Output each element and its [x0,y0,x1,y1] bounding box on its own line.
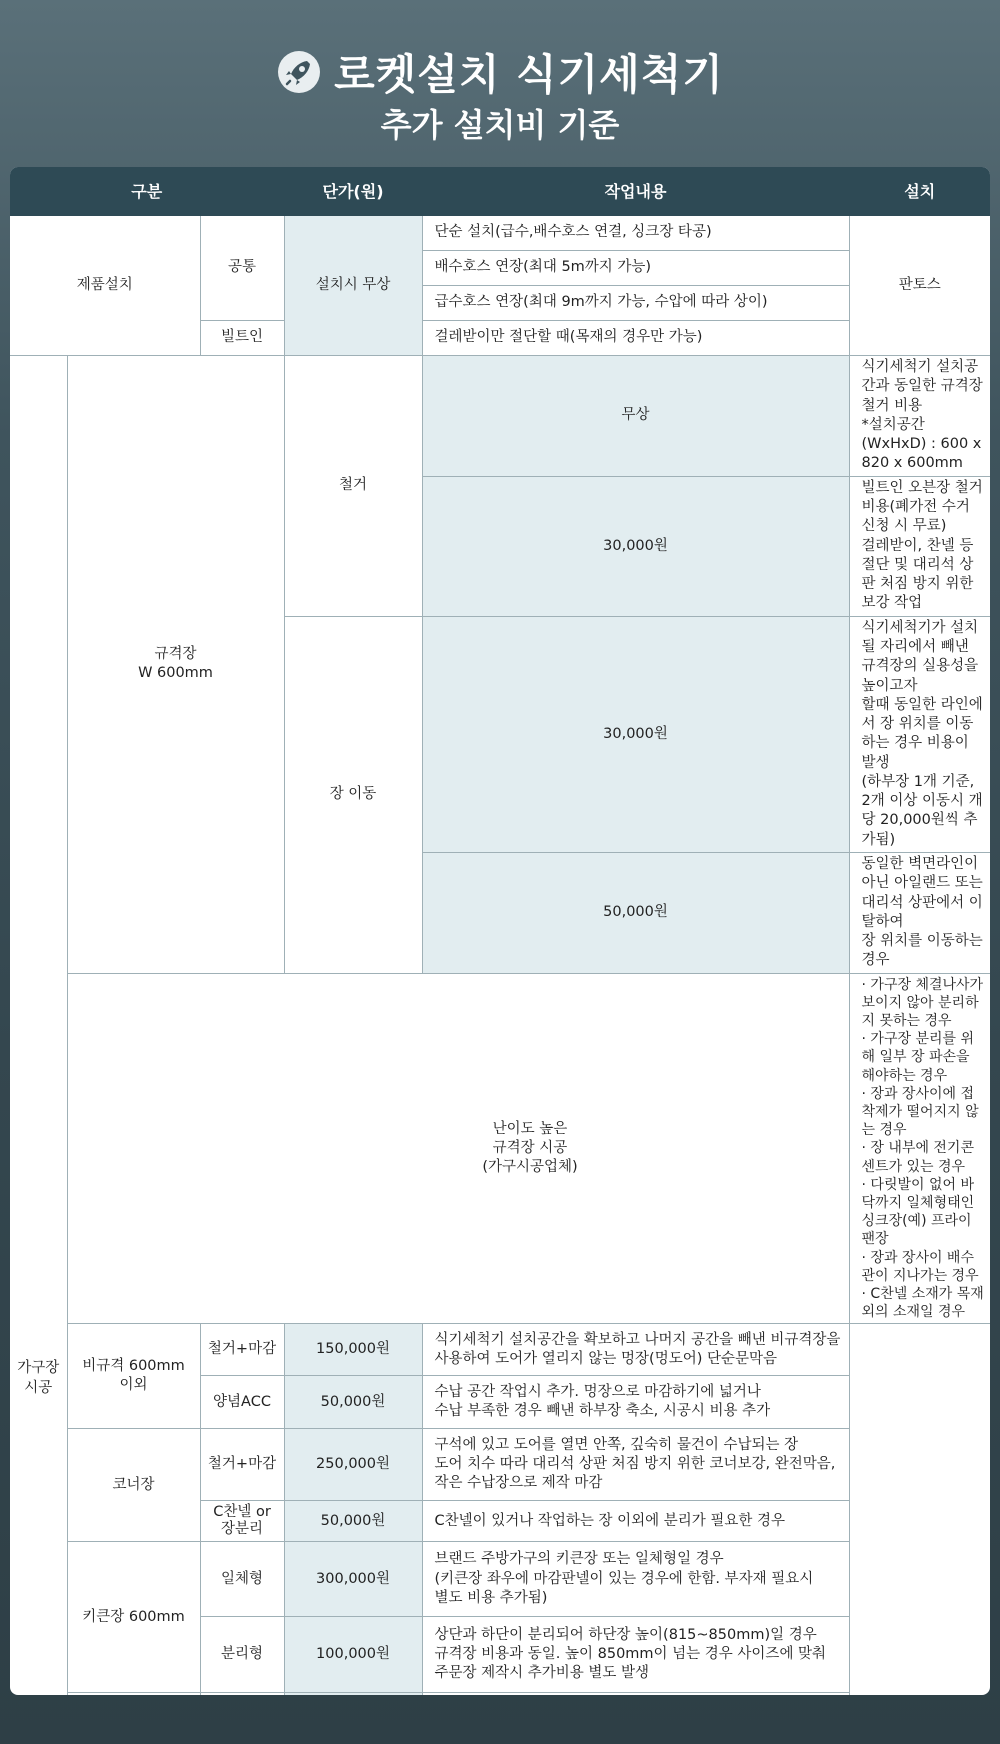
table-row [10,356,990,477]
price-cell: 설치시 무상 [284,216,422,356]
desc-cell: 걸레받이만 절단할 때(목재의 경우만 가능) [422,321,849,356]
desc-cell: C찬넬이 있거나 작업하는 장 이외에 분리가 필요한 경우 [422,1501,849,1542]
table-row [10,1693,990,1695]
price-cell: 100,000원 [284,1617,422,1693]
sub-nonstandard: 비규격 600mm 이외 [67,1324,200,1429]
desc-cell: 빌트인 오븐장 철거비용(폐가전 수거 신청 시 무료) 걸레받이, 찬넬 등 절단 및 대리석 상판 처짐 방지 위한 보강 작업 [849,476,990,616]
work-removal: 철거 [284,356,422,617]
price-cell: 50,000원 [284,1501,422,1542]
page-header [0,0,1000,165]
work-cell: C찬넬 or 장분리 [200,1501,284,1542]
installer-cell [849,1324,990,1695]
work-cell: 양념ACC [200,1376,284,1429]
price-cell: 50,000원 [422,853,849,974]
category-product-install: 제품설치 [10,216,200,356]
sub-corner: 코너장 [67,1429,200,1542]
work-cell: 철거+마감 [200,1429,284,1501]
work-cell: 일체형 [200,1542,284,1617]
price-cell [284,1693,422,1695]
desc-cell: 브랜드 주방가구의 키큰장 또는 일체형일 경우 (키큰장 좌우에 마감판넬이 있는 경우에 한함. 부자재 필요시 별도 비용 추가됨) [422,1542,849,1617]
list-item: · 장과 장사이 배수관이 지나가는 경우 [861,1249,979,1284]
table-row [10,1429,990,1501]
price-cell: 무상 [422,356,849,477]
work-cell [200,1693,284,1695]
desc-cell: 수납 공간 작업시 추가. 멍장으로 마감하기에 넓거나 수납 부족한 경우 빼낸 하부장 축소, 시공시 비용 추가 [422,1376,849,1429]
price-cell: 300,000원 [284,1542,422,1617]
list-item: · 다릿발이 없어 바닥까지 일체형태인 싱크장(예) 프라이팬장 [861,1176,975,1248]
list-item: · C찬넬 소재가 목재 외의 소재일 경우 [861,1285,984,1321]
title-row [0,42,1000,102]
desc-cell: 상단과 하단이 분리되어 하단장 높이(815~850mm)일 경우 규격장 비용과 동일. 높이 850mm이 넘는 경우 사이즈에 맞춰 주문장 제작시 추가비용 별도 발생 [422,1617,849,1693]
desc-cell: 급수호스 연장(최대 9m까지 가능, 수압에 따라 상이) [422,286,849,321]
page-title: 로켓설치 식기세척기 [334,50,724,99]
list-item: · 가구장 분리를 위해 일부 장 파손을 해야하는 경우 [861,1031,974,1084]
desc-cell: 식기세척기 설치공간을 확보하고 나머지 공간을 빼낸 비규격장을 사용하여 도어가 열리지 않는 멍장(멍도어) 단순문막음 [422,1324,849,1376]
work-cell: 철거+마감 [200,1324,284,1376]
rocket-icon [276,49,322,95]
list-item: · 가구장 체결나사가 보이지 않아 분리하지 못하는 경우 [861,976,984,1030]
list-item: · 장 내부에 전기콘센트가 있는 경우 [861,1140,974,1175]
col-header-price: 단가(원) [284,168,422,216]
desc-cell [422,1693,849,1695]
desc-cell: 배수호스 연장(최대 5m까지 가능) [422,251,849,286]
category-furniture: 가구장 시공 [10,356,67,1696]
fee-table-card [10,167,990,1695]
sub-drawer [67,1693,200,1695]
sub-standard-cabinet: 규격장 W 600mm [67,356,284,974]
installer-cell: 판토스 [849,216,990,356]
price-cell: 50,000원 [284,1376,422,1429]
desc-cell: 식기세척기가 설치될 자리에서 빼낸 규격장의 실용성을 높이고자 할때 동일한 라인에서 장 위치를 이동하는 경우 비용이 발생 (하부장 1개 기준, 2개 이상 이동시 개당 20,000원씩 추가됨) [849,616,990,852]
desc-cell: 구석에 있고 도어를 열면 안쪽, 깊숙히 물건이 수납되는 장 도어 치수 따라 대리석 상판 처짐 방지 위한 코너보강, 완전막음, 작은 수납장으로 제작 마감 [422,1429,849,1501]
work-move: 장 이동 [284,616,422,973]
table-row [10,1324,990,1376]
page-subtitle: 추가 설치비 기준 [380,106,620,144]
desc-cell: 식기세척기 설치공간과 동일한 규격장 철거 비용 *설치공간(WxHxD) : 600 x 820 x 600mm [849,356,990,477]
desc-cell: 동일한 벽면라인이 아닌 아일랜드 또는 대리석 상판에서 이탈하여 장 위치를 이동하는 경우 [849,853,990,974]
price-cell: 250,000원 [284,1429,422,1501]
price-cell: 30,000원 [422,476,849,616]
table-header-row [10,168,990,216]
col-header-category: 구분 [10,168,284,216]
col-header-installer: 설치 [849,168,990,216]
table-row [10,973,990,1324]
sub-common: 공통 [200,216,284,321]
difficult-cabinet-label: 난이도 높은 규격장 시공 (가구시공업체) [67,973,849,1324]
list-item: · 장과 장사이에 접착제가 떨어지지 않는 경우 [861,1085,979,1139]
sub-builtin: 빌트인 [200,321,284,356]
col-header-work: 작업내용 [422,168,849,216]
table-row [10,216,990,251]
table-row [10,1542,990,1617]
price-cell: 150,000원 [284,1324,422,1376]
fee-table [10,167,990,1695]
work-cell: 분리형 [200,1617,284,1693]
difficult-cases-list [849,973,990,1324]
price-cell: 30,000원 [422,616,849,852]
sub-tall-cabinet: 키큰장 600mm [67,1542,200,1693]
desc-cell: 단순 설치(급수,배수호스 연결, 싱크장 타공) [422,216,849,251]
